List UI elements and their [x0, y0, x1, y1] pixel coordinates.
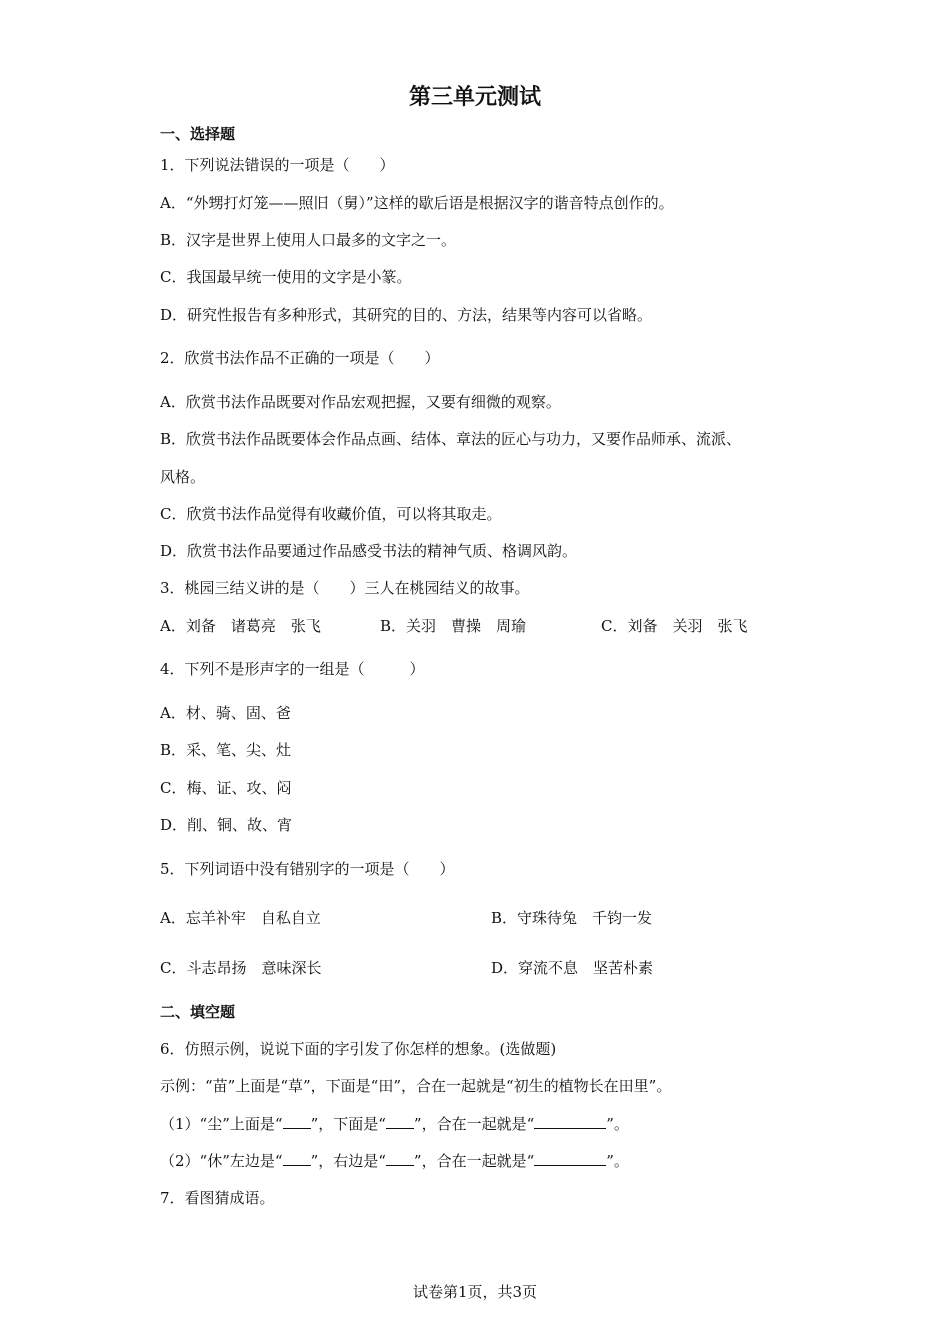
question-4-option-b[interactable]: B．采、笔、尖、灶: [160, 741, 292, 759]
blank-left-part[interactable]: [283, 1151, 311, 1166]
question-2-option-b[interactable]: B．欣赏书法作品既要体会作品点画、结体、章法的匠心与功力，又要作品师承、流派、: [160, 430, 742, 448]
blank-combined-meaning[interactable]: [534, 1114, 606, 1129]
question-2-option-a[interactable]: A．欣赏书法作品既要对作品宏观把握，又要有细微的观察。: [160, 393, 561, 411]
page-footer: 试卷第1页，共3页: [412, 1283, 538, 1301]
question-1-option-a[interactable]: A．“外甥打灯笼——照旧（舅）”这样的歇后语是根据汉字的谐音特点创作的。: [160, 194, 674, 212]
question-4-option-d[interactable]: D．削、铜、故、宵: [160, 816, 293, 834]
question-3-option-b[interactable]: B．关羽 曹操 周瑜: [380, 617, 527, 635]
question-3-option-c[interactable]: C．刘备 关羽 张飞: [601, 617, 748, 635]
question-1-option-c[interactable]: C．我国最早统一使用的文字是小篆。: [160, 268, 412, 286]
section-heading-choice: 一、选择题: [160, 125, 236, 143]
question-4-option-a[interactable]: A．材、骑、固、爸: [160, 704, 291, 722]
question-5-option-b[interactable]: B．守珠待兔 千钧一发: [491, 909, 653, 927]
blank-top-part[interactable]: [283, 1114, 311, 1129]
question-6-part-2: （2）“休”左边是“ ”，右边是“ ”，合在一起就是“ ”。: [160, 1152, 629, 1170]
question-4-option-c[interactable]: C．梅、证、攻、闷: [160, 779, 292, 797]
question-3-stem: 3．桃园三结义讲的是（ ）三人在桃园结义的故事。: [160, 579, 530, 597]
page-title: 第三单元测试: [408, 85, 541, 110]
blank-right-part[interactable]: [386, 1151, 414, 1166]
question-1-option-d[interactable]: D．研究性报告有多种形式，其研究的目的、方法，结果等内容可以省略。: [160, 306, 653, 324]
section-heading-fill-blank: 二、填空题: [160, 1003, 236, 1021]
question-2-stem: 2．欣赏书法作品不正确的一项是（ ）: [160, 349, 440, 367]
question-2-option-b-continued[interactable]: 风格。: [160, 468, 206, 486]
question-3-option-a[interactable]: A．刘备 诸葛亮 张飞: [160, 617, 321, 635]
blank-combined-meaning[interactable]: [534, 1151, 606, 1166]
question-5-option-a[interactable]: A．忘羊补牢 自私自立: [160, 909, 321, 927]
question-5-option-d[interactable]: D．穿流不息 坚苦朴素: [491, 959, 654, 977]
question-1-stem: 1．下列说法错误的一项是（ ）: [160, 156, 395, 174]
question-2-option-d[interactable]: D．欣赏书法作品要通过作品感受书法的精神气质、格调风韵。: [160, 542, 578, 560]
blank-bottom-part[interactable]: [386, 1114, 414, 1129]
question-5-stem: 5．下列词语中没有错别字的一项是（ ）: [160, 860, 455, 878]
question-6-stem: 6．仿照示例，说说下面的字引发了你怎样的想象。(选做题): [160, 1040, 557, 1058]
question-6-example: 示例：“苗”上面是“草”，下面是“田”，合在一起就是“初生的植物长在田里”。: [160, 1077, 672, 1095]
question-1-option-b[interactable]: B．汉字是世界上使用人口最多的文字之一。: [160, 231, 457, 249]
question-7-stem: 7．看图猜成语。: [160, 1189, 275, 1207]
question-5-option-c[interactable]: C．斗志昂扬 意味深长: [160, 959, 322, 977]
question-4-stem: 4．下列不是形声字的一组是（ ）: [160, 660, 425, 678]
question-6-part-1: （1）“尘”上面是“ ”，下面是“ ”，合在一起就是“ ”。: [160, 1115, 629, 1133]
question-2-option-c[interactable]: C．欣赏书法作品觉得有收藏价值，可以将其取走。: [160, 505, 502, 523]
